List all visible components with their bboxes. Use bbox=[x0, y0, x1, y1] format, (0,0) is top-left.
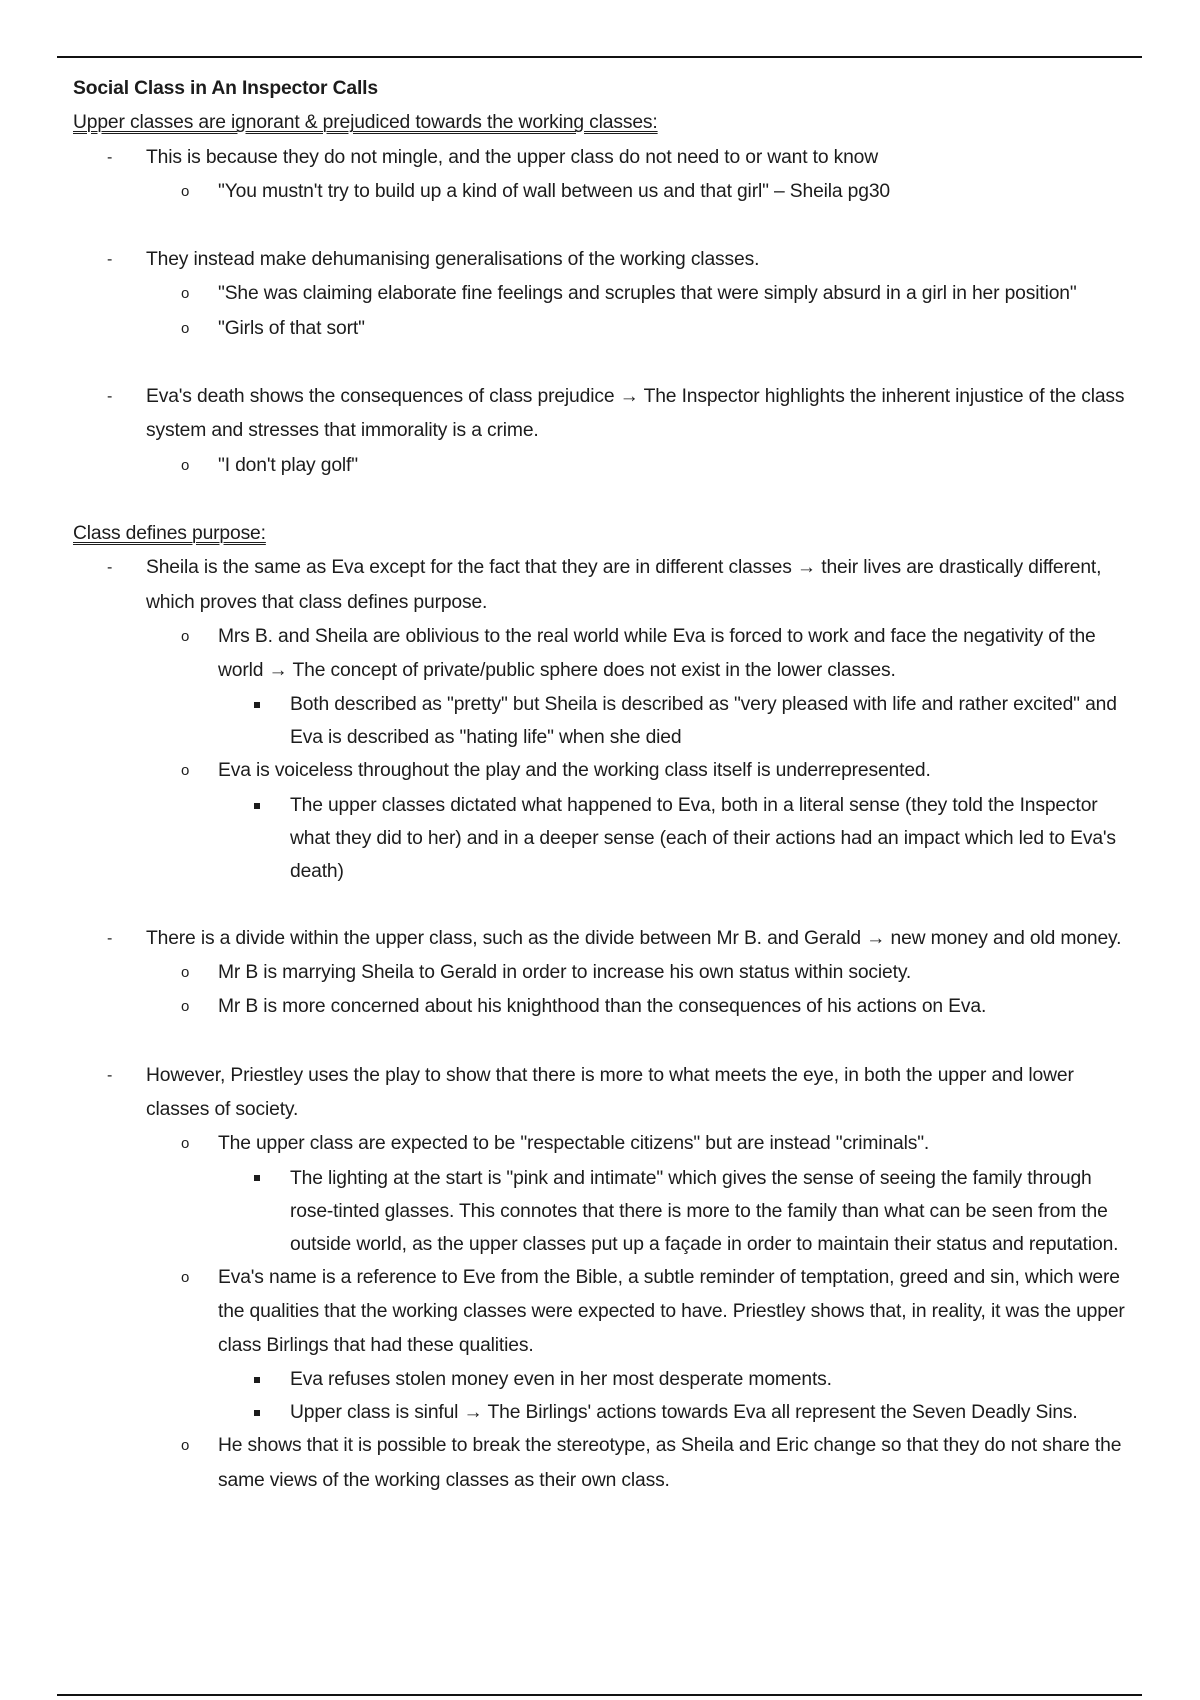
square-bullet-point bbox=[73, 789, 1133, 888]
circle-bullet-icon: o bbox=[181, 1437, 190, 1455]
bullet-text: This is because they do not mingle, and the upper class do not need to or want to know bbox=[146, 146, 879, 168]
circle-bullet-icon: o bbox=[181, 182, 190, 200]
dash-bullet-icon: - bbox=[107, 559, 113, 577]
sub-bullet-point bbox=[73, 620, 1133, 689]
bullet-text: They instead make dehumanising generalisations of the working classes. bbox=[146, 249, 760, 271]
sub-bullet-point bbox=[73, 754, 1133, 788]
sub-bullet-point bbox=[73, 312, 1133, 346]
square-bullet-point bbox=[73, 1363, 1133, 1396]
bullet-text: There is a divide within the upper class, such as the divide between Mr B. and Gerald → new money and old money. bbox=[146, 927, 1122, 949]
bullet-point bbox=[73, 380, 1133, 449]
circle-bullet-icon: o bbox=[181, 762, 190, 780]
section-heading-prejudice: Upper classes are ignorant & prejudiced towards the working classes: bbox=[73, 112, 658, 134]
bullet-text: Mr B is more concerned about his knighthood than the consequences of his actions on Eva. bbox=[218, 996, 987, 1018]
circle-bullet-icon: o bbox=[181, 627, 190, 645]
bullet-point bbox=[73, 1059, 1133, 1128]
dash-bullet-icon: - bbox=[107, 388, 113, 406]
bullet-text: "Girls of that sort" bbox=[218, 317, 365, 339]
bullet-text: The lighting at the start is "pink and intimate" which gives the sense of seeing the family through rose-tinted glasses. This connotes that there is more to the family than what can be seen from the outside world, as the upper classes put up a façade in order to maintain their status and reputation. bbox=[290, 1167, 1119, 1255]
bullet-point bbox=[73, 243, 1133, 277]
square-bullet-icon bbox=[254, 1363, 260, 1396]
sub-bullet-point bbox=[73, 990, 1133, 1024]
bullet-text: Eva's death shows the consequences of class prejudice → The Inspector highlights the inherent injustice of the class system and stresses that immorality is a crime. bbox=[146, 386, 1125, 442]
sub-bullet-point bbox=[73, 449, 1133, 483]
bullet-text: "I don't play golf" bbox=[218, 454, 358, 476]
bullet-text: Sheila is the same as Eva except for the fact that they are in different classes → their lives are drastically different, which proves that class defines purpose. bbox=[146, 557, 1102, 613]
section-heading-purpose: Class defines purpose: bbox=[73, 522, 266, 544]
dash-bullet-icon: - bbox=[107, 148, 113, 166]
square-bullet-icon bbox=[254, 688, 260, 721]
dash-bullet-icon: - bbox=[107, 1066, 113, 1084]
bullet-text: "You mustn't try to build up a kind of wall between us and that girl" – Sheila pg30 bbox=[218, 180, 890, 202]
square-bullet-point bbox=[73, 688, 1133, 754]
bottom-border-line bbox=[57, 1694, 1142, 1696]
bullet-text: "She was claiming elaborate fine feelings and scruples that were simply absurd in a girl in her position" bbox=[218, 283, 1077, 305]
bullet-text: Eva's name is a reference to Eve from the Bible, a subtle reminder of temptation, greed and sin, which were the qualities that the working classes were expected to have. Priestley shows that, in reality, it was the upper class Birlings that had these qualities. bbox=[218, 1266, 1125, 1357]
document-body bbox=[73, 72, 1133, 1498]
circle-bullet-icon: o bbox=[181, 964, 190, 982]
square-bullet-icon bbox=[254, 1162, 260, 1195]
dash-bullet-icon: - bbox=[107, 929, 113, 947]
document-title: Social Class in An Inspector Calls bbox=[73, 78, 378, 99]
bullet-text: Mrs B. and Sheila are oblivious to the real world while Eva is forced to work and face the negativity of the world → The concept of private/public sphere does not exist in the lower classes. bbox=[218, 625, 1096, 682]
bullet-point bbox=[73, 141, 1133, 175]
bullet-text: Both described as "pretty" but Sheila is described as "very pleased with life and rather excited" and Eva is described as "hating life" when she died bbox=[290, 694, 1117, 749]
circle-bullet-icon: o bbox=[181, 1135, 190, 1153]
bullet-text: However, Priestley uses the play to show that there is more to what meets the eye, in both the upper and lower classes of society. bbox=[146, 1064, 1074, 1120]
circle-bullet-icon: o bbox=[181, 319, 190, 337]
bullet-point bbox=[73, 551, 1133, 620]
bullet-text: Eva is voiceless throughout the play and the working class itself is underrepresented. bbox=[218, 760, 931, 782]
square-bullet-point bbox=[73, 1162, 1133, 1261]
sub-bullet-point bbox=[73, 956, 1133, 990]
bullet-point bbox=[73, 922, 1133, 956]
circle-bullet-icon: o bbox=[181, 1268, 190, 1286]
circle-bullet-icon: o bbox=[181, 456, 190, 474]
square-bullet-point bbox=[73, 1396, 1133, 1429]
bullet-text: He shows that it is possible to break the stereotype, as Sheila and Eric change so that they do not share the same views of the working classes as their own class. bbox=[218, 1435, 1122, 1491]
square-bullet-icon bbox=[254, 789, 260, 822]
sub-bullet-point bbox=[73, 1127, 1133, 1161]
dash-bullet-icon: - bbox=[107, 251, 113, 269]
sub-bullet-point bbox=[73, 277, 1133, 311]
bullet-text: Eva refuses stolen money even in her most desperate moments. bbox=[290, 1369, 832, 1391]
circle-bullet-icon: o bbox=[181, 998, 190, 1016]
bullet-text: Mr B is marrying Sheila to Gerald in order to increase his own status within society. bbox=[218, 962, 912, 984]
sub-bullet-point bbox=[73, 1429, 1133, 1498]
bullet-text: The upper class are expected to be "respectable citizens" but are instead "criminals". bbox=[218, 1133, 930, 1155]
square-bullet-icon bbox=[254, 1396, 260, 1429]
sub-bullet-point bbox=[73, 1261, 1133, 1364]
circle-bullet-icon: o bbox=[181, 285, 190, 303]
bullet-text: The upper classes dictated what happened to Eva, both in a literal sense (they told the Inspector what they did to her) and in a deeper sense (each of their actions had an impact which led to Eva's death) bbox=[290, 794, 1116, 882]
sub-bullet-point bbox=[73, 175, 1133, 209]
bullet-text: Upper class is sinful → The Birlings' actions towards Eva all represent the Seven Deadly Sins. bbox=[290, 1402, 1078, 1424]
top-border-line bbox=[57, 56, 1142, 58]
